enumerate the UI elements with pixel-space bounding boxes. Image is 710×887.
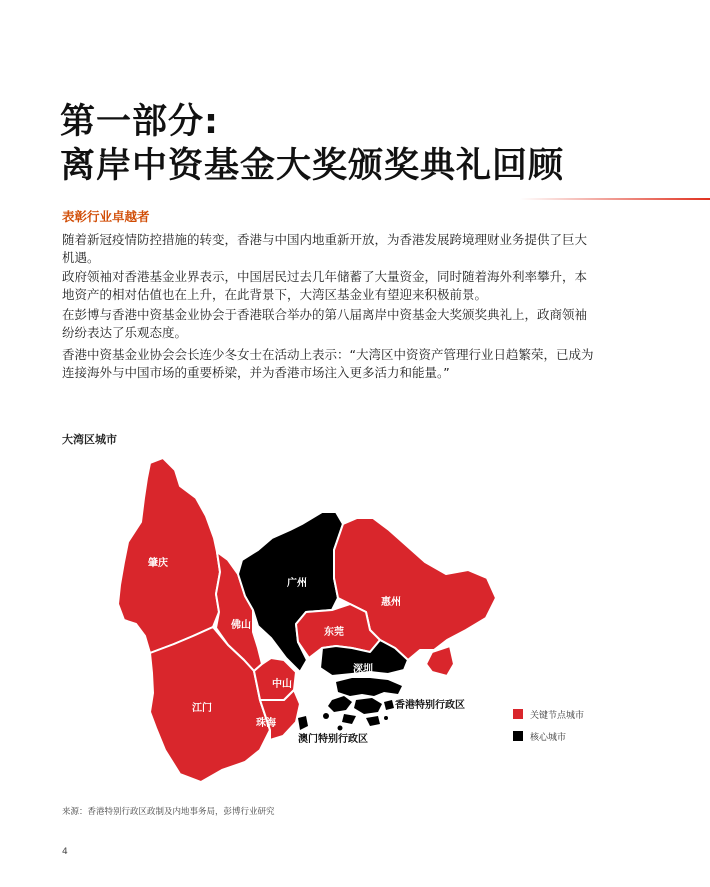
city-label-zhongshan: 中山	[272, 679, 292, 690]
greater-bay-area-map	[0, 450, 710, 800]
region-zhaoqing	[118, 458, 220, 653]
city-label-dongguan: 东莞	[324, 627, 344, 638]
legend-swatch-black	[513, 731, 523, 741]
city-label-huizhou: 惠州	[381, 597, 401, 608]
paragraph-1: 随着新冠疫情防控措施的转变，香港与中国内地重新开放，为香港发展跨境理财业务提供了巨大机遇。	[62, 232, 588, 265]
map-legend	[513, 705, 584, 749]
city-label-zhuhai: 珠海	[256, 718, 276, 729]
page-title-line-2: 离岸中资基金大奖颁奖典礼回顾	[60, 146, 565, 186]
legend-item-core	[513, 727, 584, 745]
city-label-guangzhou: 广州	[287, 578, 307, 589]
city-label-macao: 澳门特别行政区	[298, 734, 368, 745]
city-label-foshan: 佛山	[231, 620, 251, 631]
region-macao	[298, 716, 308, 730]
city-label-shenzhen: 深圳	[353, 664, 373, 675]
city-label-jiangmen: 江门	[192, 703, 212, 714]
region-hong-kong	[323, 678, 402, 731]
legend-swatch-red	[513, 709, 523, 719]
legend-label-key-node: 关键节点城市	[530, 710, 585, 721]
page-title-line-1: 第一部分:	[60, 102, 219, 142]
city-label-hong-kong: 香港特别行政区	[395, 700, 465, 711]
page-title	[60, 100, 564, 188]
source-note: 来源：香港特别行政区政制及内地事务局，彭博行业研究	[62, 807, 275, 817]
header-accent-line	[520, 198, 710, 200]
section-heading: 表彰行业卓越者	[62, 209, 150, 224]
paragraph-3: 在彭博与香港中资基金业协会于香港联合举办的第八届离岸中资基金大奖颁奖典礼上，政商领袖纷纷表达了乐观态度。	[62, 307, 588, 340]
city-label-zhaoqing: 肇庆	[148, 558, 168, 569]
page-number: 4	[62, 847, 68, 857]
paragraph-2: 政府领袖对香港基金业界表示，中国居民过去几年储蓄了大量资金，同时随着海外利率攀升，本地资产的相对估值也在上升，在此背景下，大湾区基金业有望迎来积极前景。	[62, 269, 588, 302]
map-title: 大湾区城市	[62, 433, 117, 446]
legend-item-key-node	[513, 705, 584, 723]
legend-label-core: 核心城市	[530, 732, 567, 743]
paragraph-4: 香港中资基金业协会会长连少冬女士在活动上表示：“大湾区中资资产管理行业日趋繁荣，已成为连接海外与中国市场的重要桥梁，并为香港市场注入更多活力和能量。”	[62, 347, 594, 380]
